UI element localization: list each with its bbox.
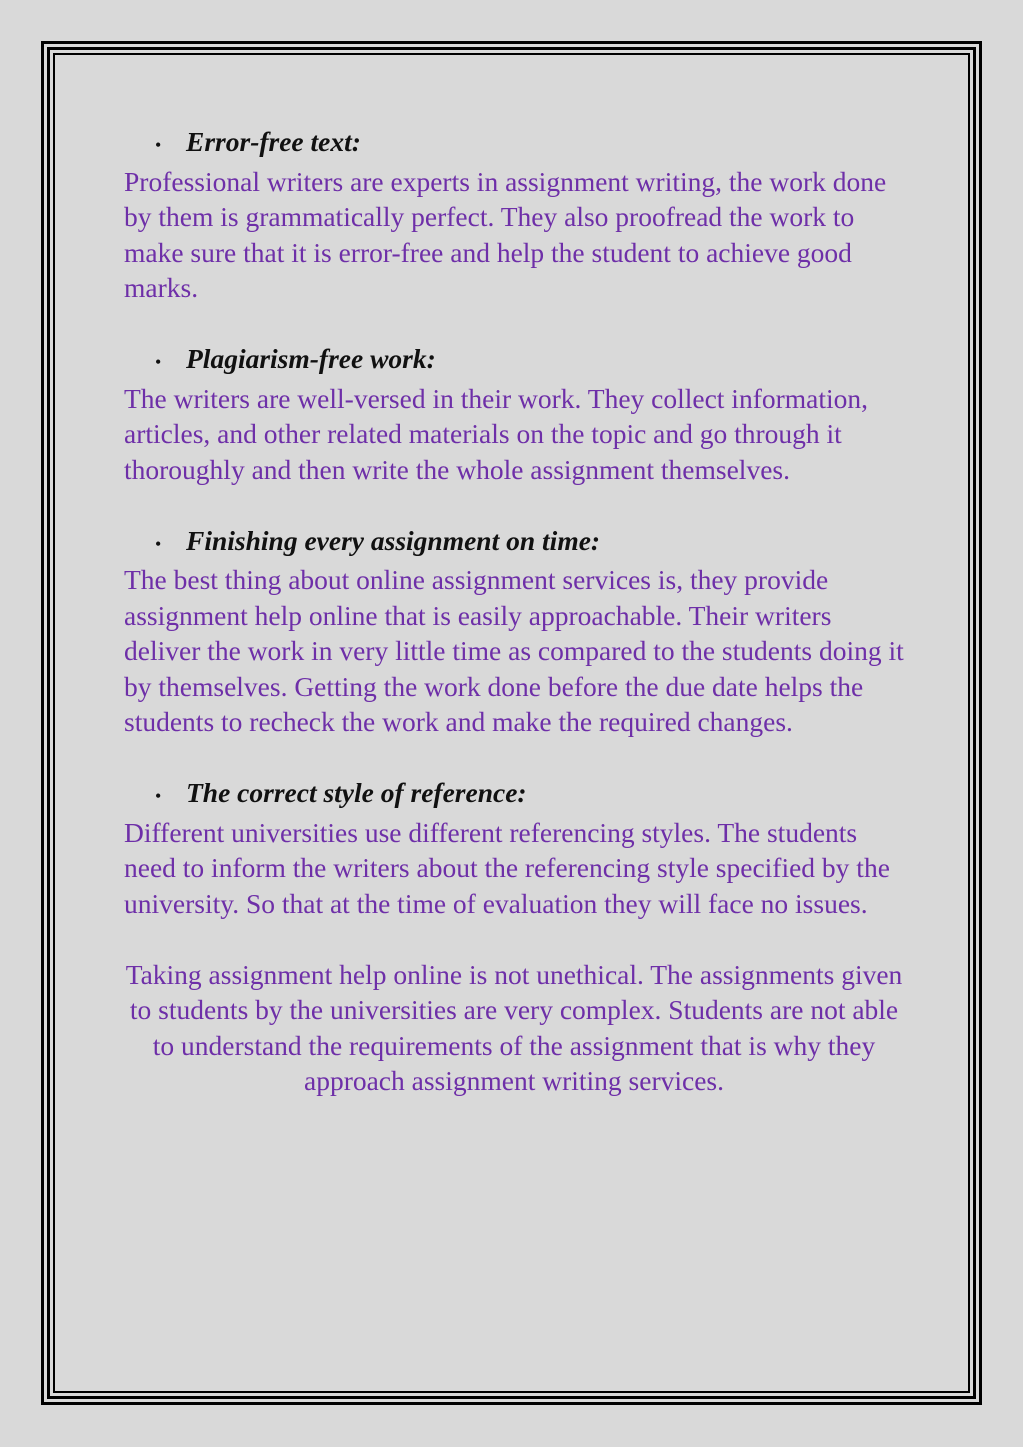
section-heading-text: The correct style of reference: (186, 777, 527, 808)
section-body: The writers are well-versed in their work. They collect information, articles, and other related materials on the topic and go through it thoroughly and then write the whole assignment themselves. (124, 382, 869, 485)
bullet-icon: • (155, 533, 162, 554)
section-heading-text: Error-free text: (186, 126, 361, 157)
section-body: The best thing about online assignment services is, they provide assignment help online that is easily approachable. Their writers deliver the work in very little time as compared to the students doing it by themselves. Getting the work done before the due date helps the students to recheck the work and make the required changes. (124, 564, 904, 737)
bullet-icon: • (155, 352, 162, 372)
section-heading (124, 341, 904, 381)
section-heading (124, 523, 904, 563)
section-heading (124, 775, 904, 815)
section-body: Different universities use different referencing styles. The students need to inform the writers about the referencing style specified by the university. So that at the time of evaluation they will face no issues. (124, 816, 890, 919)
document-content (124, 124, 904, 1099)
conclusion-paragraph: Taking assignment help online is not unethical. The assignments given to students by the universities are very complex. Students are not able to understand the requirements of the assignment that is why they approach assignment writing services. (125, 958, 903, 1096)
section-error-free (124, 124, 904, 306)
section-body: Professional writers are experts in assignment writing, the work done by them is grammatically perfect. They also proofread the work to make sure that it is error-free and help the student to achieve good marks. (124, 165, 887, 303)
bullet-icon: • (155, 135, 162, 155)
section-on-time (124, 523, 904, 740)
section-plagiarism-free (124, 341, 904, 487)
section-heading-text: Plagiarism-free work: (186, 343, 436, 374)
section-heading-text: Finishing every assignment on time: (186, 524, 601, 556)
bullet-icon: • (155, 786, 162, 806)
section-reference-style (124, 775, 904, 921)
section-heading (124, 124, 904, 164)
